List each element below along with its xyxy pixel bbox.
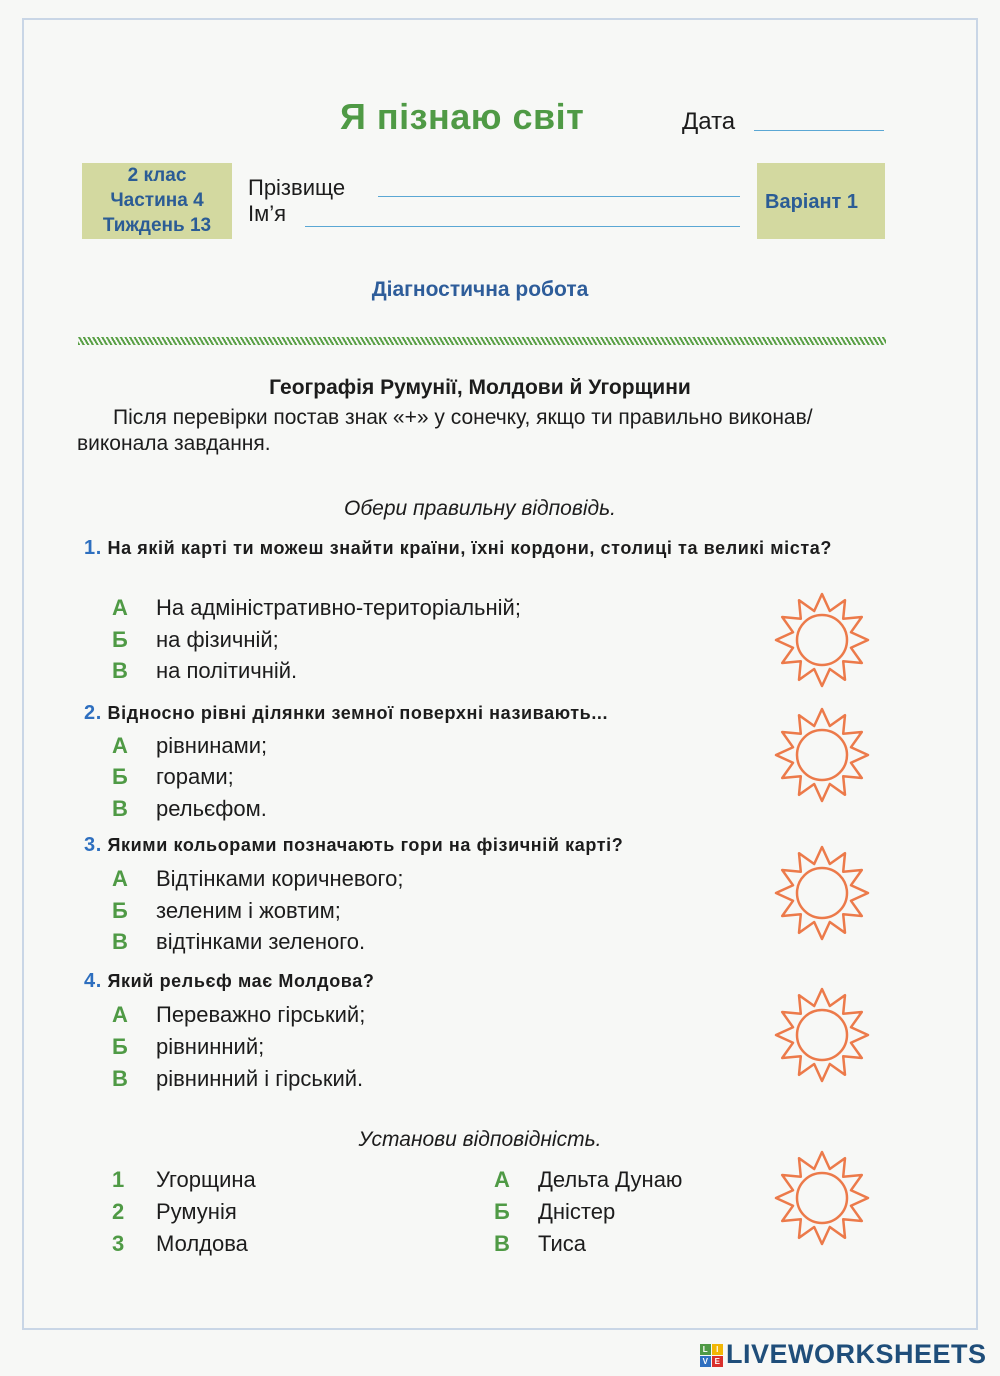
answer-option[interactable] <box>112 866 403 892</box>
option-letter: В <box>112 1066 128 1091</box>
option-text: рівнинний; <box>156 1034 265 1059</box>
question-text: Якими кольорами позначають гори на фізичній карті? <box>107 835 624 855</box>
question-text: Який рельєф має Молдова? <box>107 971 375 991</box>
match-text: Молдова <box>156 1231 248 1256</box>
question-text: Відносно рівні ділянки земної поверхні називають... <box>107 703 609 723</box>
match-key: А <box>494 1167 510 1192</box>
variant-box <box>757 163 885 239</box>
option-text: На адміністративно-територіальній; <box>156 595 521 620</box>
question-text: На якій карті ти можеш знайти країни, їхні кордони, столиці та великі міста? <box>107 538 832 558</box>
match-key: В <box>494 1231 510 1256</box>
match-key: 2 <box>112 1199 125 1224</box>
answer-option[interactable] <box>112 733 267 759</box>
option-letter: В <box>112 658 128 683</box>
topic-heading: Географія Румунії, Молдови й Угорщини <box>269 376 691 399</box>
answer-option[interactable] <box>112 796 267 822</box>
option-letter: А <box>112 866 128 891</box>
option-text: рівнинами; <box>156 733 268 758</box>
question-1 <box>84 535 904 561</box>
option-text: рельєфом. <box>156 796 267 821</box>
match-text: Дельта Дунаю <box>538 1167 683 1192</box>
question-number: 4. <box>84 970 102 992</box>
match-right-item[interactable] <box>494 1199 615 1225</box>
answer-option[interactable] <box>112 1002 365 1028</box>
match-left-item[interactable] <box>112 1231 248 1257</box>
option-text: Відтінками коричневого; <box>156 866 404 891</box>
answer-option[interactable] <box>112 764 234 790</box>
option-letter: В <box>112 796 128 821</box>
answer-option[interactable] <box>112 929 365 955</box>
option-text: рівнинний і гірський. <box>156 1066 364 1091</box>
part-label: Частина 4 <box>110 190 204 211</box>
question-number: 2. <box>84 702 102 724</box>
option-letter: Б <box>112 627 128 652</box>
logo-text: LIVEWORKSHEETS <box>726 1339 987 1369</box>
surname-label: Прізвище <box>248 175 346 200</box>
subtitle: Діагностична робота <box>371 278 589 301</box>
week-label: Тиждень 13 <box>102 215 212 236</box>
sun-checkbox-icon[interactable] <box>774 592 870 688</box>
intro-text <box>77 405 897 457</box>
option-text: на політичній. <box>156 658 298 683</box>
grade-box <box>82 163 232 239</box>
match-key: 1 <box>112 1167 125 1192</box>
match-key: 3 <box>112 1231 125 1256</box>
date-field[interactable] <box>754 130 884 131</box>
match-key: Б <box>494 1199 510 1224</box>
instruction-match: Установи відповідність. <box>358 1128 602 1151</box>
option-text: Переважно гірський; <box>156 1002 366 1027</box>
sun-checkbox-icon[interactable] <box>774 707 870 803</box>
answer-option[interactable] <box>112 658 297 684</box>
sun-checkbox-icon[interactable] <box>774 1150 870 1246</box>
match-right-item[interactable] <box>494 1231 586 1257</box>
answer-option[interactable] <box>112 595 521 621</box>
option-text: зеленим і жовтим; <box>156 898 341 923</box>
option-letter: В <box>112 929 128 954</box>
liveworksheets-logo <box>700 1339 987 1370</box>
variant-label: Варіант 1 <box>765 191 859 213</box>
grade-label: 2 клас <box>127 165 187 186</box>
question-number: 1. <box>84 537 102 559</box>
match-right-item[interactable] <box>494 1167 682 1193</box>
logo-badge: L I V E <box>700 1344 723 1367</box>
option-text: горами; <box>156 764 234 789</box>
option-letter: А <box>112 733 128 758</box>
answer-option[interactable] <box>112 627 279 653</box>
option-letter: А <box>112 595 128 620</box>
name-label: Ім’я <box>248 201 287 226</box>
date-label: Дата <box>682 108 736 135</box>
worksheet-title: Я пізнаю світ <box>340 96 585 137</box>
match-text: Румунія <box>156 1199 237 1224</box>
surname-field[interactable] <box>378 196 740 197</box>
instruction-choose: Обери правильну відповідь. <box>344 497 616 520</box>
intro-content: Після перевірки постав знак «+» у сонечку, якщо ти правильно виконав/виконала завдання. <box>77 406 813 455</box>
option-text: відтінками зеленого. <box>156 929 366 954</box>
match-text: Тиса <box>538 1231 586 1256</box>
match-left-item[interactable] <box>112 1167 256 1193</box>
answer-option[interactable] <box>112 1034 264 1060</box>
match-left-item[interactable] <box>112 1199 237 1225</box>
option-letter: Б <box>112 764 128 789</box>
option-letter: Б <box>112 1034 128 1059</box>
sun-checkbox-icon[interactable] <box>774 987 870 1083</box>
option-letter: А <box>112 1002 128 1027</box>
option-text: на фізичній; <box>156 627 279 652</box>
match-text: Дністер <box>538 1199 616 1224</box>
match-text: Угорщина <box>156 1167 256 1192</box>
sun-checkbox-icon[interactable] <box>774 845 870 941</box>
answer-option[interactable] <box>112 1066 363 1092</box>
name-field[interactable] <box>305 226 740 227</box>
answer-option[interactable] <box>112 898 341 924</box>
divider <box>78 337 886 345</box>
question-number: 3. <box>84 834 102 856</box>
option-letter: Б <box>112 898 128 923</box>
